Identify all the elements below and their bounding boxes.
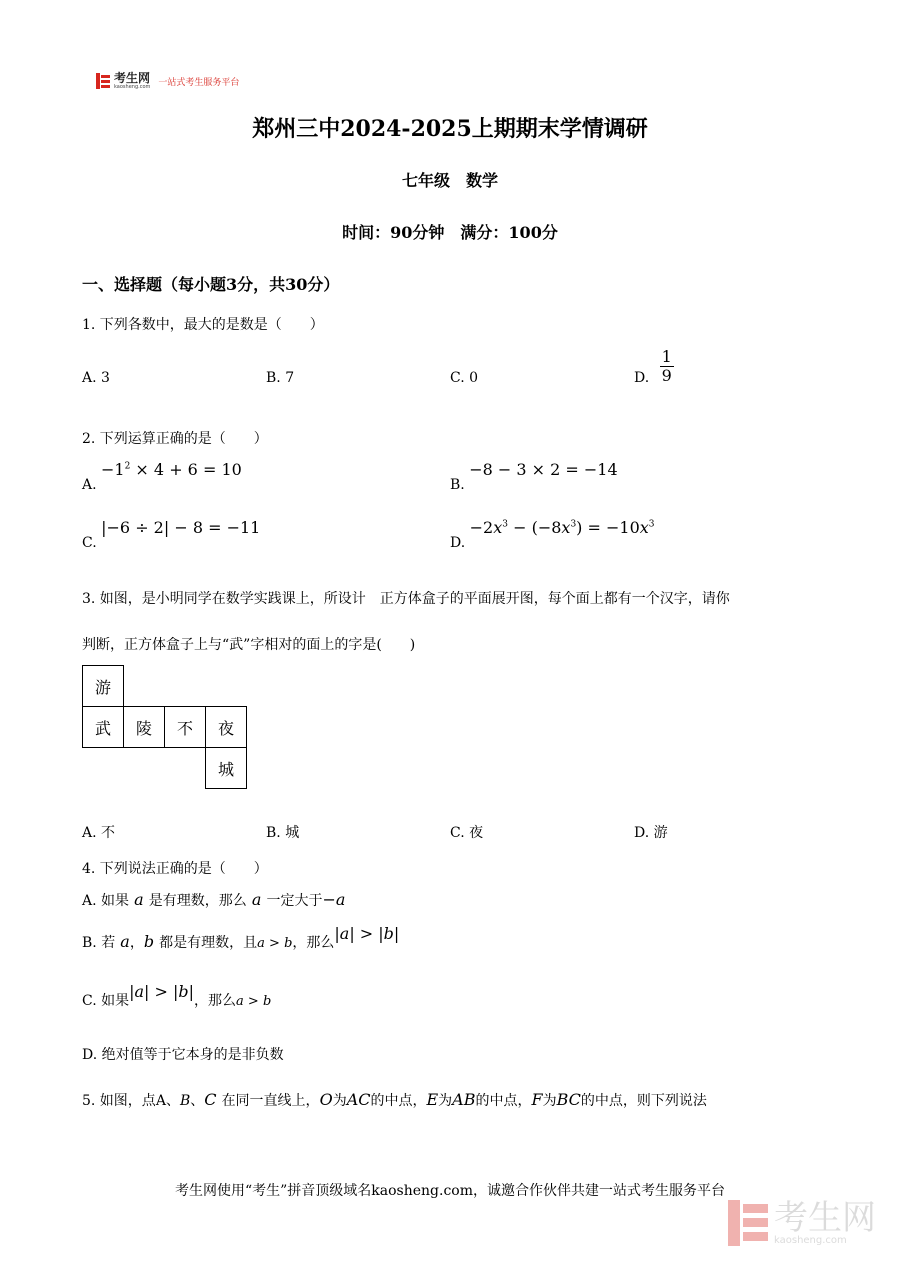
q2-option-c: C. |−6 ÷ 2| − 8 = −11	[82, 518, 261, 551]
logo-domain: kaosheng.com	[114, 84, 151, 90]
q4-stem: 4. 下列说法正确的是（ ）	[82, 861, 268, 877]
q5-stem: 5. 如图，点A、B、C 在同一直线上，O为AC的中点，E为AB的中点，F为BC的中点，则下列说法	[82, 1090, 707, 1109]
net-face: 城	[206, 748, 247, 789]
q1-option-c: C. 0	[450, 370, 479, 386]
site-logo	[96, 72, 239, 90]
q2-option-d: D. $-2x^3 - (-8x^3) = -10x^3$	[450, 518, 655, 551]
q2-d-expr: $-2x^3 - (-8x^3) = -10x^3$	[469, 518, 655, 537]
q1-option-b: B. 7	[266, 370, 295, 386]
net-face: 不	[165, 707, 206, 748]
page-subtitle: 七年级 数学	[401, 171, 498, 190]
q4-option-a: A. 如果 a 是有理数，那么 a 一定大于−a	[82, 890, 346, 909]
watermark-domain: kaosheng.com	[774, 1235, 847, 1246]
q4-option-d: D. 绝对值等于它本身的是非负数	[82, 1047, 284, 1063]
q1-option-d: D. $\frac{1}{9}$	[634, 346, 672, 386]
q2-option-b: B. −8 − 3 × 2 = −14	[450, 460, 618, 493]
q3-option-a: A. 不	[82, 825, 116, 841]
q3-stem-line2: 判断，正方体盒子上与“武”字相对的面上的字是( )	[82, 637, 416, 653]
logo-icon	[96, 73, 110, 89]
page-title: 郑州三中2024-2025上期期末学情调研	[252, 116, 648, 142]
q3-stem-line1: 3. 如图，是小明同学在数学实践课上，所设计 正方体盒子的平面展开图，每个面上都有一个汉字，请你	[82, 591, 730, 607]
watermark-logo	[728, 1200, 876, 1246]
net-face: 武	[83, 707, 124, 748]
q1-stem: 1. 下列各数中，最大的是数是（ ）	[82, 317, 324, 333]
net-face: 游	[83, 666, 124, 707]
q2-option-a: A. $-1^2 \times 4 + 6 = 10$	[82, 460, 242, 493]
q2-a-expr: $-1^2 \times 4 + 6 = 10$	[101, 460, 242, 479]
logo-name: 考生网 kaosheng.com	[114, 71, 151, 90]
cube-net-figure	[82, 665, 247, 789]
net-face: 陵	[124, 707, 165, 748]
q3-option-b: B. 城	[266, 825, 300, 841]
watermark-logo-icon	[728, 1200, 768, 1246]
q4-option-c: C. 如果|a| > |b|，那么a > b	[82, 982, 272, 1009]
page-footer: 考生网使用“考生”拼音顶级域名kaosheng.com，诚邀合作伙伴共建一站式考生服务平台	[174, 1183, 726, 1199]
q2-b-expr: −8 − 3 × 2 = −14	[469, 460, 618, 479]
q3-option-d: D. 游	[634, 825, 668, 841]
exam-time-info: 时间：90分钟 满分：100分	[342, 223, 558, 242]
watermark-name: 考生网	[774, 1198, 876, 1238]
section-heading: 一、选择题（每小题3分，共30分）	[82, 275, 340, 294]
net-face: 夜	[206, 707, 247, 748]
q2-stem: 2. 下列运算正确的是（ ）	[82, 431, 268, 447]
q2-c-expr: |−6 ÷ 2| − 8 = −11	[101, 518, 261, 537]
logo-slogan: 一站式考生服务平台	[158, 77, 240, 88]
fraction: $\frac{1}{9}$	[661, 346, 672, 385]
q4-option-b: B. 若 a，b 都是有理数，且a > b，那么|a| > |b|	[82, 924, 400, 951]
q3-option-c: C. 夜	[450, 825, 484, 841]
q1-option-a: A. 3	[82, 370, 110, 386]
